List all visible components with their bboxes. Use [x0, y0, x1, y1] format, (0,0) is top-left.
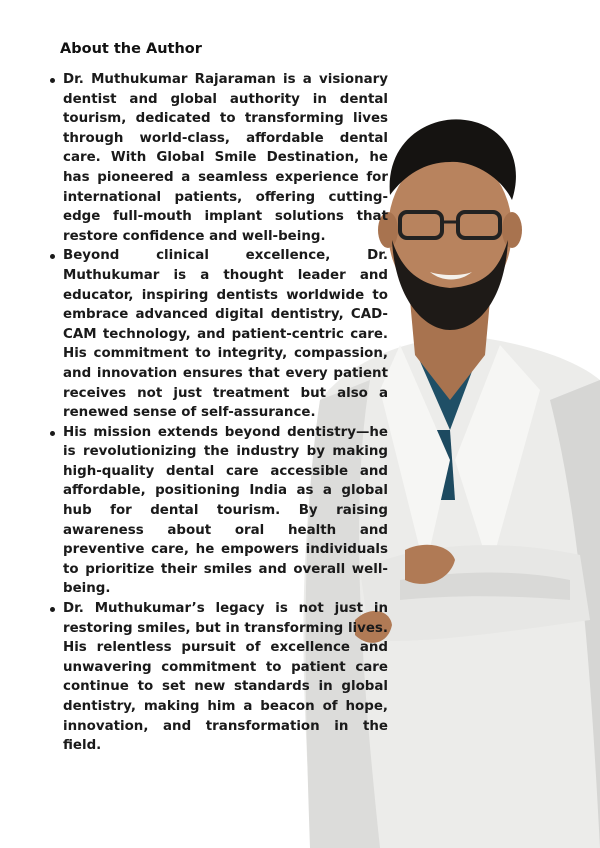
bullet-text: His mission extends beyond dentistry—he is revolutionizing the industry by making high-quality dental care accessible and affordable, positioning India as a global hub for dental tourism. By raising awareness about oral health and preventive care, he empowers individuals to prioritize their smiles and overall well-being.: [63, 424, 388, 597]
bullet-dot-icon: [50, 607, 55, 612]
bullet-dot-icon: [50, 254, 55, 259]
bullet-dot-icon: [50, 78, 55, 83]
section-heading: About the Author: [60, 41, 202, 57]
bullet-dot-icon: [50, 431, 55, 436]
bullet-text: Dr. Muthukumar’s legacy is not just in restoring smiles, but in transforming lives. His relentless pursuit of excellence and unwavering commitment to patient care continue to set new standards in global dentistry, making him a beacon of hope, innovation, and transformation in the field.: [63, 601, 388, 754]
bullet-item: [48, 423, 388, 599]
bullet-item: [48, 70, 388, 246]
author-section: [48, 38, 388, 756]
bullet-list: [48, 70, 388, 756]
bullet-text: Dr. Muthukumar Rajaraman is a visionary dentist and global authority in dental tourism, dedicated to transforming lives through world-class, affordable dental care. With Global Smile Destination, he has pioneered a seamless experience for international patients, offering cutting-edge full-mouth implant solutions that restore confidence and well-being.: [63, 72, 388, 244]
bullet-text: Beyond clinical excellence, Dr. Muthukumar is a thought leader and educator, inspiring dentists worldwide to embrace advanced digital dentistry, CAD-CAM technology, and patient-centric care. His commitment to integrity, compassion, and innovation ensures that every patient receives not just treatment but also a renewed sense of self-assurance.: [63, 248, 388, 421]
bullet-item: [48, 599, 388, 756]
bullet-item: [48, 246, 388, 422]
